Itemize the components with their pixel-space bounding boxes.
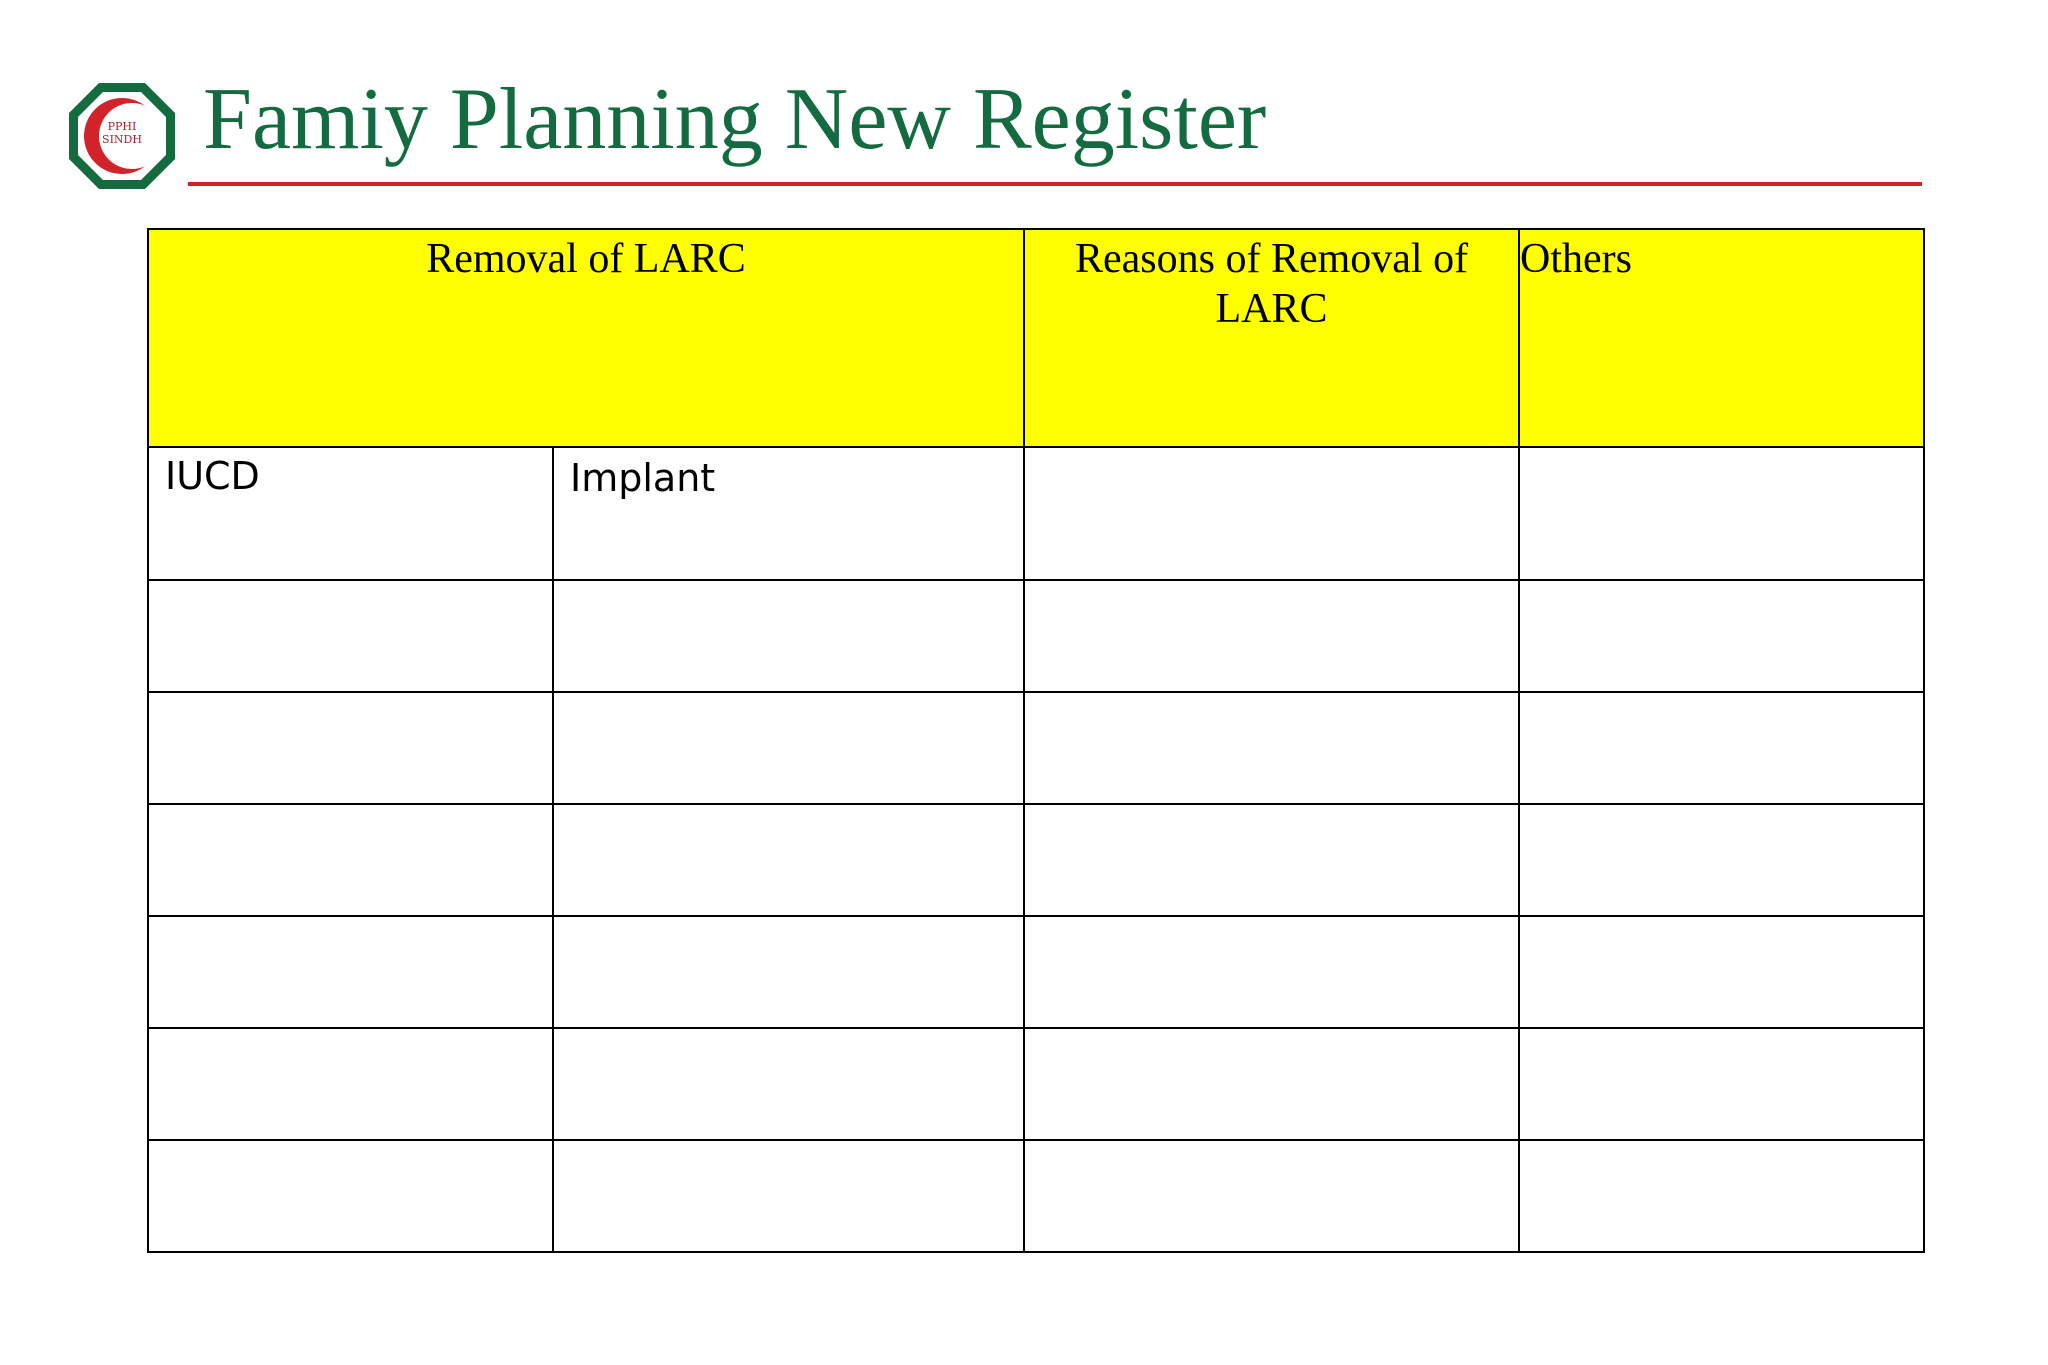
page-title: Famiy Planning New Register [203,71,1267,168]
header-row [148,229,1924,447]
table-row [148,1140,1924,1252]
table-cell[interactable] [1519,1028,1924,1140]
table-row [148,916,1924,1028]
header-reasons-of-removal: Reasons of Removal of LARC [1024,229,1519,447]
table-cell[interactable] [1024,804,1519,916]
subheader-iucd[interactable]: IUCD [148,447,553,580]
table-cell[interactable] [553,1028,1024,1140]
table-row [148,804,1924,916]
subheader-implant[interactable]: Implant [553,447,1024,580]
table-row [148,692,1924,804]
header-others: Others [1519,229,1924,447]
table-cell[interactable] [553,692,1024,804]
pphi-sindh-logo [66,80,178,192]
table-cell[interactable] [1519,1140,1924,1252]
subheader-row [148,447,1924,580]
table-cell[interactable] [553,804,1024,916]
table-cell[interactable] [553,1140,1024,1252]
table-cell[interactable] [148,916,553,1028]
table-cell[interactable] [1024,1140,1519,1252]
table-row [148,1028,1924,1140]
table-cell[interactable] [553,580,1024,692]
table-cell[interactable] [148,804,553,916]
table-cell[interactable] [1024,580,1519,692]
title-underline [188,182,1922,186]
table-cell[interactable] [1024,692,1519,804]
table-cell[interactable] [1519,692,1924,804]
table-cell[interactable] [1519,447,1924,580]
logo-text-line1: PPHI [107,120,137,133]
table-cell[interactable] [1519,804,1924,916]
table-cell[interactable] [148,580,553,692]
table-cell[interactable] [148,692,553,804]
table-cell[interactable] [1519,916,1924,1028]
header-removal-of-larc: Removal of LARC [148,229,1024,447]
table-cell[interactable] [553,916,1024,1028]
table-cell[interactable] [1024,447,1519,580]
logo-text-line2: SINDH [102,133,142,146]
table-row [148,580,1924,692]
table-cell[interactable] [1519,580,1924,692]
table-cell[interactable] [148,1140,553,1252]
table-cell[interactable] [1024,916,1519,1028]
register-table [147,228,1925,1253]
logo-text [66,120,178,146]
table-cell[interactable] [1024,1028,1519,1140]
table-cell[interactable] [148,1028,553,1140]
